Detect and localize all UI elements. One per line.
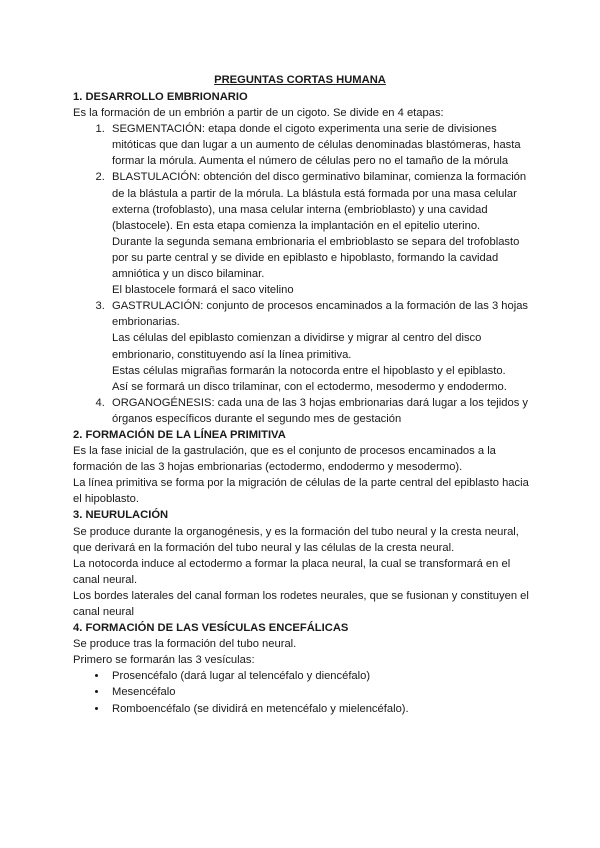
- section-paragraph: La notocorda induce al ectodermo a formar la placa neural, la cual se transformará en el canal neural.: [73, 557, 511, 586]
- stage-paragraph: Durante la segunda semana embrionaria el embrioblasto se separa del trofoblasto por su parte central y se divide en epiblasto e hipoblasto, formando la cavidad amniótica y un disco bilaminar.: [112, 235, 520, 281]
- stage-item-segmentacion: [108, 121, 535, 169]
- stage-item-organogenesis: [108, 395, 535, 427]
- stage-paragraph: El blastocele formará el saco vitelino: [112, 284, 294, 297]
- section-paragraph: Se produce tras la formación del tubo neural.: [73, 638, 297, 651]
- list-item: • Romboencéfalo (se dividirá en metencéfalo y mielencéfalo).: [108, 701, 535, 717]
- list-item: • Prosencéfalo (dará lugar al telencéfalo y diencéfalo): [108, 668, 535, 684]
- stage-paragraph: 2. BLASTULACIÓN: obtención del disco germinativo bilaminar, comienza la formación de la blástula a partir de la mórula. La blástula está formada por una masa celular externa (trofoblasto), una masa celular interna (embrioblasto) y una cavidad (blastocele). En esta etapa comienza la implantación en el epitelio uterino.: [112, 171, 527, 232]
- stage-paragraph: 1. SEGMENTACIÓN: etapa donde el cigoto experimenta una serie de divisiones mitóticas que dan lugar a un aumento de células denominadas blastómeras, hasta formar la mórula. Aumenta el número de células pero no el tamaño de la mórula: [112, 123, 521, 168]
- section-paragraph: Los bordes laterales del canal forman los rodetes neurales, que se fusionan y constituyen el canal neural: [73, 589, 529, 618]
- list-item: • Mesencéfalo: [108, 684, 535, 700]
- section-paragraph: Es la formación de un embrión a partir de un cigoto. Se divide en 4 etapas:: [73, 107, 444, 120]
- stage-paragraph: Estas células migrañas formarán la notocorda entre el hipoblasto y el epiblasto.: [112, 364, 506, 377]
- document-body: [73, 89, 535, 717]
- section-heading-neurulacion: 3. NEURULACIÓN: [73, 509, 169, 522]
- section-heading-linea-primitiva: 2. FORMACIÓN DE LA LÍNEA PRIMITIVA: [73, 428, 286, 441]
- stage-item-blastulacion: [108, 169, 535, 298]
- stage-paragraph: Así se formará un disco trilaminar, con el ectodermo, mesodermo y endodermo.: [112, 380, 507, 393]
- stage-paragraph: 3. GASTRULACIÓN: conjunto de procesos encaminados a la formación de las 3 hojas embrionarias.: [112, 300, 529, 329]
- section-paragraph: Se produce durante la organogénesis, y es la formación del tubo neural y la cresta neural, que derivará en la formación del tubo neural y las células de la cresta neural.: [73, 525, 519, 554]
- vesicles-list: [73, 668, 535, 716]
- section-heading-vesiculas: 4. FORMACIÓN DE LAS VESÍCULAS ENCEFÁLICAS: [73, 622, 349, 635]
- section-paragraph: Es la fase inicial de la gastrulación, que es el conjunto de procesos encaminados a la formación de las 3 hojas embrionarias (ectodermo, endodermo y mesodermo).: [73, 445, 496, 474]
- stage-item-gastrulacion: [108, 298, 535, 395]
- stages-list: [73, 121, 535, 427]
- section-paragraph: La línea primitiva se forma por la migración de células de la parte central del epiblasto hacia el hipoblasto.: [73, 477, 529, 506]
- stage-paragraph: 4. ORGANOGÉNESIS: cada una de las 3 hojas embrionarias dará lugar a los tejidos y órganos específicos durante el segundo mes de gestación: [112, 396, 529, 425]
- page-title: PREGUNTAS CORTAS HUMANA: [214, 74, 386, 86]
- section-heading-desarrollo: 1. DESARROLLO EMBRIONARIO: [73, 91, 248, 103]
- stage-paragraph: Las células del epiblasto comienzan a dividirse y migrar al centro del disco embrionario, constituyendo así la línea primitiva.: [112, 332, 482, 361]
- section-paragraph: Primero se formarán las 3 vesículas:: [73, 654, 255, 667]
